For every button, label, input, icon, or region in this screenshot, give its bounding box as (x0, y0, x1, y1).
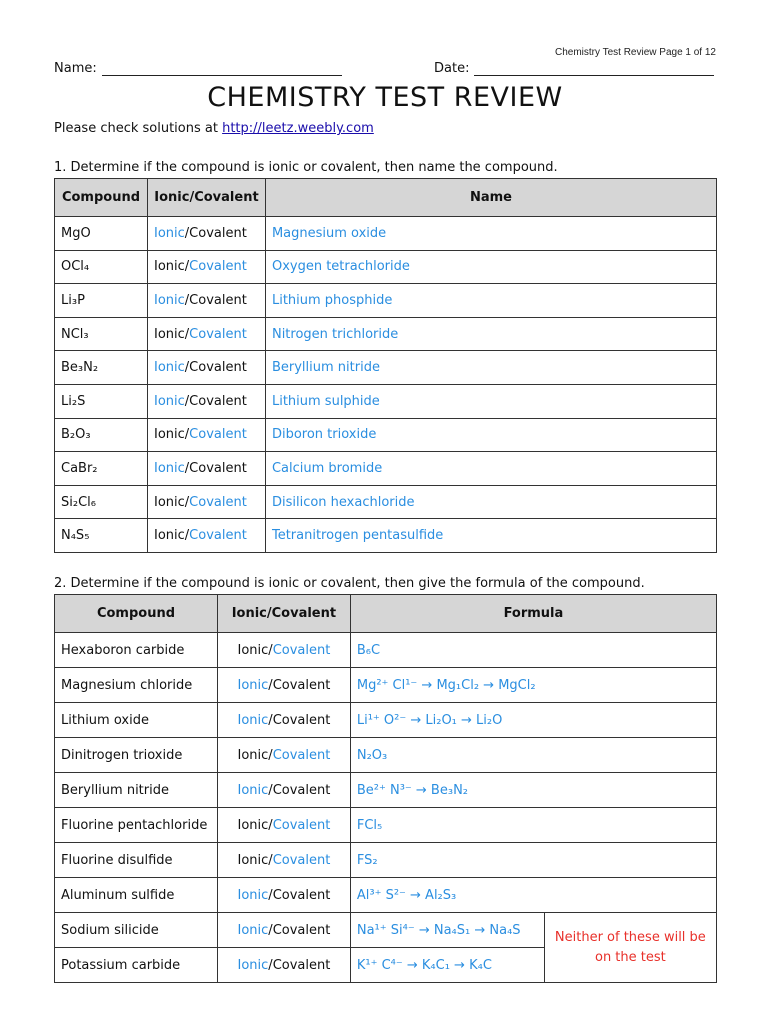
option-ionic: Ionic (153, 427, 185, 443)
option-covalent: Covalent (272, 782, 331, 798)
name-answer-cell: Lithium phosphide (265, 284, 716, 318)
q1-row (55, 485, 717, 519)
option-separator: / (184, 393, 190, 409)
ionic-covalent-cell (147, 284, 265, 318)
option-ionic: Ionic (153, 326, 185, 342)
compound-cell: OCl₄ (55, 250, 148, 284)
option-covalent: Covalent (272, 677, 331, 693)
name-label: Name: (54, 61, 97, 76)
option-separator: / (184, 494, 190, 510)
option-covalent: Covalent (189, 460, 247, 476)
ionic-covalent-cell (217, 738, 350, 773)
option-covalent: Covalent (272, 957, 331, 973)
option-separator: / (184, 292, 190, 308)
option-covalent: Covalent (189, 528, 247, 544)
compound-cell: Li₃P (55, 284, 148, 318)
q2-header-ionic-covalent: Ionic/Covalent (217, 595, 350, 633)
compound-cell: Sodium silicide (55, 913, 218, 948)
q2-row (55, 878, 717, 913)
q1-header-name: Name (265, 179, 716, 217)
ionic-covalent-cell (147, 485, 265, 519)
intro-text (54, 121, 374, 136)
option-covalent: Covalent (272, 852, 331, 868)
compound-cell: Aluminum sulfide (55, 878, 218, 913)
q1-header-row (55, 179, 717, 217)
option-covalent: Covalent (272, 922, 331, 938)
formula-answer-cell: Be²⁺ N³⁻ → Be₃N₂ (350, 773, 716, 808)
compound-cell: CaBr₂ (55, 452, 148, 486)
option-covalent: Covalent (189, 427, 247, 443)
formula-answer-cell: Na¹⁺ Si⁴⁻ → Na₄S₁ → Na₄S (350, 913, 544, 948)
option-separator: / (184, 259, 190, 275)
ionic-covalent-cell (217, 843, 350, 878)
formula-answer-cell: Al³⁺ S²⁻ → Al₂S₃ (350, 878, 716, 913)
name-answer-cell: Beryllium nitride (265, 351, 716, 385)
name-answer-cell: Diboron trioxide (265, 418, 716, 452)
compound-cell: Potassium carbide (55, 948, 218, 983)
option-covalent: Covalent (272, 887, 331, 903)
option-separator: / (268, 887, 273, 903)
name-answer-cell: Disilicon hexachloride (265, 485, 716, 519)
ionic-covalent-cell (147, 452, 265, 486)
q2-prompt: 2. Determine if the compound is ionic or covalent, then give the formula of the compound. (54, 576, 645, 591)
formula-answer-cell: N₂O₃ (350, 738, 716, 773)
formula-answer-cell: Mg²⁺ Cl¹⁻ → Mg₁Cl₂ → MgCl₂ (350, 668, 716, 703)
q2-row (55, 773, 717, 808)
option-separator: / (268, 817, 273, 833)
ionic-covalent-cell (217, 948, 350, 983)
q2-header-row (55, 595, 717, 633)
ionic-covalent-cell (147, 384, 265, 418)
compound-cell: Fluorine pentachloride (55, 808, 218, 843)
option-separator: / (268, 712, 273, 728)
option-ionic: Ionic (237, 817, 269, 833)
name-date-row (54, 61, 716, 79)
option-covalent: Covalent (189, 494, 247, 510)
ionic-covalent-cell (147, 317, 265, 351)
ionic-covalent-cell (147, 519, 265, 553)
compound-cell: Be₃N₂ (55, 351, 148, 385)
option-separator: / (184, 360, 190, 376)
compound-cell: N₄S₅ (55, 519, 148, 553)
compound-cell: Fluorine disulfide (55, 843, 218, 878)
option-separator: / (184, 225, 190, 241)
ionic-covalent-cell (217, 633, 350, 668)
name-answer-cell: Calcium bromide (265, 452, 716, 486)
formula-answer-cell: FS₂ (350, 843, 716, 878)
q1-prompt: 1. Determine if the compound is ionic or covalent, then name the compound. (54, 160, 558, 175)
option-ionic: Ionic (237, 887, 269, 903)
option-separator: / (184, 326, 190, 342)
q1-row (55, 317, 717, 351)
name-answer-cell: Oxygen tetrachloride (265, 250, 716, 284)
q2-header-compound: Compound (55, 595, 218, 633)
option-separator: / (268, 642, 273, 658)
q1-header-compound: Compound (55, 179, 148, 217)
ionic-covalent-cell (217, 703, 350, 738)
q2-row (55, 738, 717, 773)
q1-header-ionic-covalent: Ionic/Covalent (147, 179, 265, 217)
option-covalent: Covalent (189, 360, 247, 376)
compound-cell: Lithium oxide (55, 703, 218, 738)
ionic-covalent-cell (147, 217, 265, 251)
option-separator: / (184, 460, 190, 476)
page-header: Chemistry Test Review Page 1 of 12 (554, 47, 716, 58)
q1-row (55, 519, 717, 553)
q2-row (55, 843, 717, 878)
q2-header-formula: Formula (350, 595, 716, 633)
name-answer-cell: Nitrogen trichloride (265, 317, 716, 351)
ionic-covalent-cell (217, 773, 350, 808)
q2-row (55, 913, 717, 948)
ionic-covalent-cell (147, 418, 265, 452)
option-ionic: Ionic (237, 642, 269, 658)
option-ionic: Ionic (153, 360, 185, 376)
option-ionic: Ionic (153, 259, 185, 275)
formula-answer-cell: FCl₅ (350, 808, 716, 843)
name-answer-cell: Tetranitrogen pentasulfide (265, 519, 716, 553)
option-ionic: Ionic (237, 747, 269, 763)
ionic-covalent-cell (147, 250, 265, 284)
option-covalent: Covalent (189, 326, 247, 342)
option-ionic: Ionic (237, 677, 269, 693)
option-separator: / (268, 922, 273, 938)
q2-table (54, 594, 717, 983)
compound-cell: Li₂S (55, 384, 148, 418)
option-separator: / (268, 677, 273, 693)
compound-cell: Si₂Cl₆ (55, 485, 148, 519)
formula-answer-cell: Li¹⁺ O²⁻ → Li₂O₁ → Li₂O (350, 703, 716, 738)
option-ionic: Ionic (237, 782, 269, 798)
compound-cell: MgO (55, 217, 148, 251)
option-ionic: Ionic (153, 528, 185, 544)
q1-table (54, 178, 717, 553)
option-covalent: Covalent (189, 393, 247, 409)
option-separator: / (268, 782, 273, 798)
option-ionic: Ionic (153, 460, 185, 476)
option-covalent: Covalent (272, 817, 331, 833)
ionic-covalent-cell (217, 668, 350, 703)
option-separator: / (268, 957, 273, 973)
formula-answer-cell: B₆C (350, 633, 716, 668)
q2-row (55, 808, 717, 843)
solutions-link[interactable]: http://leetz.weebly.com (222, 121, 374, 136)
option-ionic: Ionic (153, 292, 185, 308)
q1-row (55, 384, 717, 418)
date-label: Date: (434, 61, 470, 76)
compound-cell: Hexaboron carbide (55, 633, 218, 668)
compound-cell: Dinitrogen trioxide (55, 738, 218, 773)
date-blank-line (474, 75, 714, 76)
option-ionic: Ionic (153, 494, 185, 510)
option-covalent: Covalent (189, 225, 247, 241)
q2-row (55, 703, 717, 738)
compound-cell: NCl₃ (55, 317, 148, 351)
q1-row (55, 351, 717, 385)
ionic-covalent-cell (217, 878, 350, 913)
option-ionic: Ionic (237, 922, 269, 938)
option-covalent: Covalent (272, 747, 331, 763)
intro-label: Please check solutions at (54, 121, 223, 136)
option-covalent: Covalent (189, 259, 247, 275)
option-separator: / (184, 427, 190, 443)
option-covalent: Covalent (272, 642, 331, 658)
q1-row (55, 418, 717, 452)
option-ionic: Ionic (237, 852, 269, 868)
ionic-covalent-cell (217, 808, 350, 843)
option-ionic: Ionic (153, 393, 185, 409)
compound-cell: B₂O₃ (55, 418, 148, 452)
page-title: CHEMISTRY TEST REVIEW (207, 82, 563, 113)
name-blank-line (102, 75, 342, 76)
q2-row (55, 668, 717, 703)
not-on-test-note: Neither of these will be on the test (544, 913, 716, 983)
option-separator: / (268, 747, 273, 763)
formula-answer-cell: K¹⁺ C⁴⁻ → K₄C₁ → K₄C (350, 948, 544, 983)
q2-row (55, 633, 717, 668)
q1-row (55, 284, 717, 318)
name-answer-cell: Lithium sulphide (265, 384, 716, 418)
compound-cell: Magnesium chloride (55, 668, 218, 703)
option-separator: / (268, 852, 273, 868)
q1-row (55, 217, 717, 251)
compound-cell: Beryllium nitride (55, 773, 218, 808)
option-covalent: Covalent (272, 712, 331, 728)
option-ionic: Ionic (153, 225, 185, 241)
ionic-covalent-cell (217, 913, 350, 948)
option-separator: / (184, 528, 190, 544)
option-covalent: Covalent (189, 292, 247, 308)
option-ionic: Ionic (237, 712, 269, 728)
option-ionic: Ionic (237, 957, 269, 973)
ionic-covalent-cell (147, 351, 265, 385)
q1-row (55, 250, 717, 284)
q1-row (55, 452, 717, 486)
name-answer-cell: Magnesium oxide (265, 217, 716, 251)
